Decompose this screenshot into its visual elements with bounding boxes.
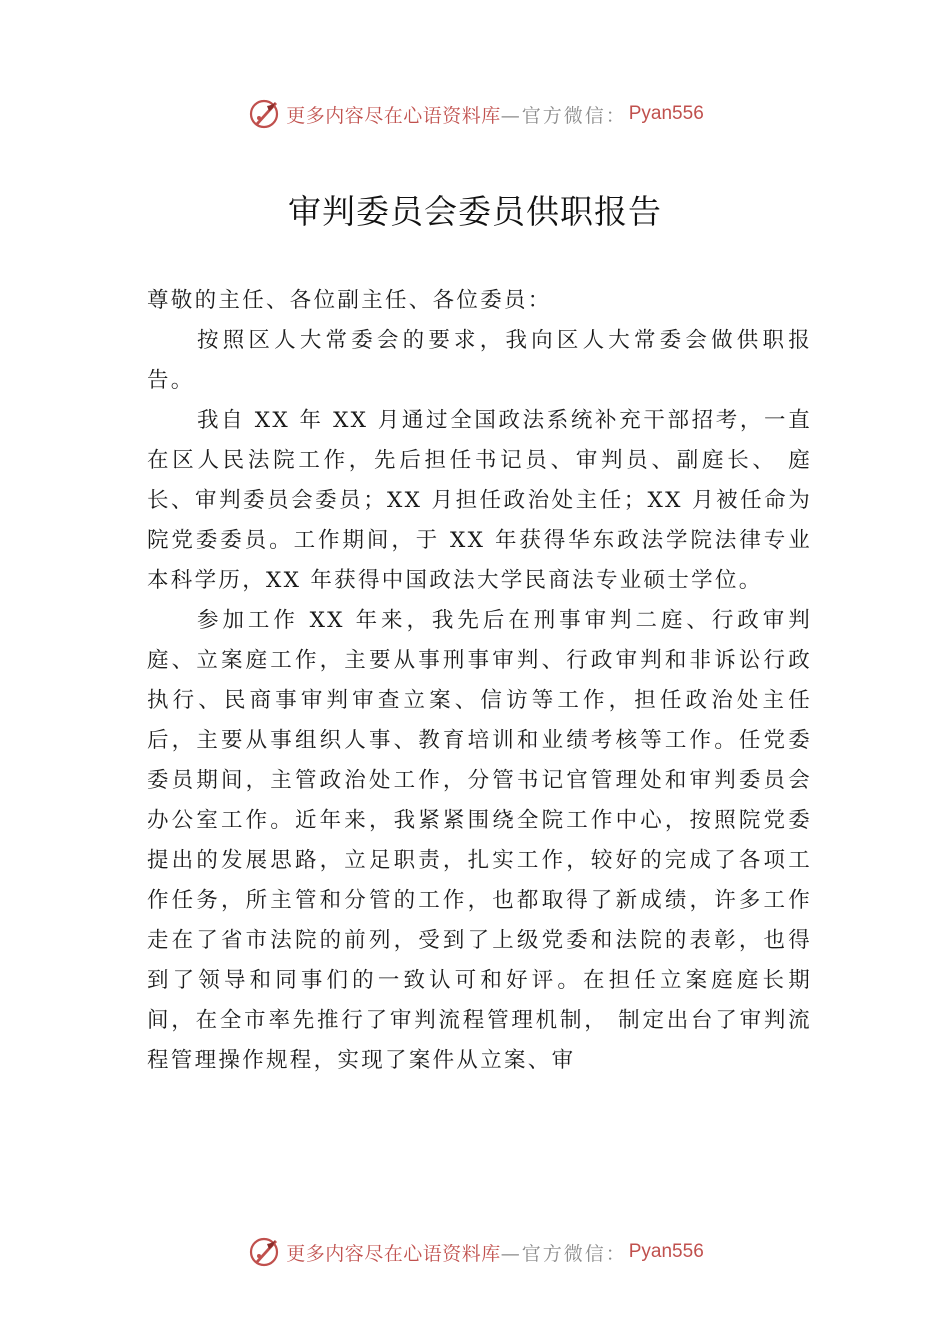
- salutation: 尊敬的主任、各位副主任、各位委员：: [147, 288, 552, 313]
- document-body: [147, 281, 812, 1081]
- watermark-text: 更多内容尽在心语资料库: [286, 1242, 501, 1265]
- watermark-wechat-label: —官方微信：: [500, 104, 627, 127]
- quill-pen-circle-icon: [246, 1234, 282, 1270]
- quill-pen-circle-icon: [246, 96, 282, 132]
- footer-watermark: [0, 1232, 950, 1272]
- paragraph: 按照区人大常委会的要求，我向区人大常委会做供职报告。: [147, 328, 812, 393]
- watermark-wechat-id: Pyan556: [628, 1241, 704, 1262]
- paragraph: 参加工作 XX 年来，我先后在刑事审判二庭、行政审判庭、立案庭工作，主要从事刑事审判、行政审判和非诉讼行政执行、民商事审判审查立案、信访等工作，担任政治处主任后，主要从事组织人事、教育培训和业绩考核等工作。任党委委员期间，主管政治处工作，分管书记官管理处和审判委员会办公室工作。近年来，我紧紧围绕全院工作中心，按照院党委提出的发展思路，立足职责，扎实工作，较好的完成了各项工作任务，所主管和分管的工作，也都取得了新成绩，许多工作走在了省市法院的前列，受到了上级党委和法院的表彰，也得到了领导和同事们的一致认可和好评。在担任立案庭庭长期间，在全市率先推行了审判流程管理机制， 制定出台了审判流程管理操作规程，实现了案件从立案、审: [147, 608, 812, 1073]
- header-watermark: [0, 94, 950, 134]
- watermark-wechat-label: —官方微信：: [500, 1242, 627, 1265]
- paragraph: 我自 XX 年 XX 月通过全国政法系统补充干部招考，一直在区人民法院工作，先后担任书记员、审判员、副庭长、 庭长、审判委员会委员；XX 月担任政治处主任；XX 月被任命为院党委委员。工作期间，于 XX 年获得华东政法学院法律专业本科学历，XX 年获得中国政法大学民商法专业硕士学位。: [147, 408, 812, 593]
- document-title: 审判委员会委员供职报告: [288, 192, 662, 231]
- watermark-wechat-id: Pyan556: [628, 103, 704, 124]
- watermark-text: 更多内容尽在心语资料库: [286, 104, 501, 127]
